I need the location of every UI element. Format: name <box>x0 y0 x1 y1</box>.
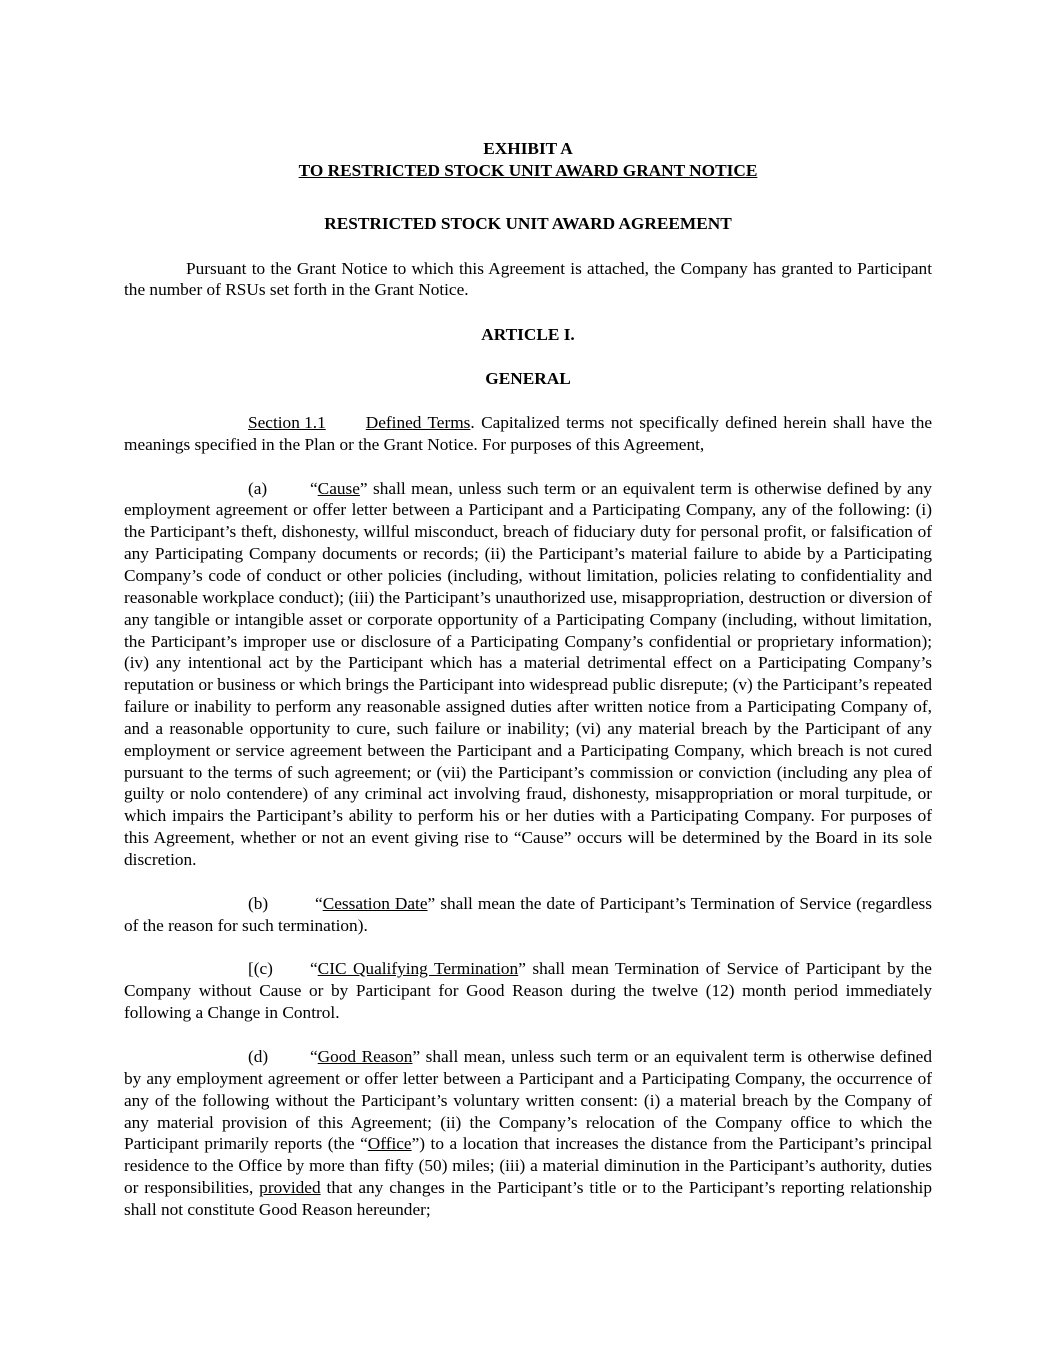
defined-term-cic-qualifying-termination: CIC Qualifying Termination <box>317 959 519 979</box>
article-number: ARTICLE I. <box>481 325 575 345</box>
open-quote: “ <box>310 893 323 913</box>
section-number: Section 1.1 <box>248 412 326 432</box>
definition-cessation-date <box>124 893 932 937</box>
definition-label: (a) <box>248 478 268 498</box>
agreement-title: RESTRICTED STOCK UNIT AWARD AGREEMENT <box>324 213 732 233</box>
definition-text: ” shall mean, unless such term or an equivalent term is otherwise defined by any employment agreement or offer letter between a Participant and a Participating Company, any of the following: (i) the Participant’s theft, dishonesty, willful misconduct, breach of fiduciary duty for personal profit, or falsification of any Participating Company documents or records; (ii) the Participant’s material failure to abide by a Participating Company’s code of conduct or other policies (including, without limitation, policies relating to confidentiality and reasonable workplace conduct); (iii) the Participant’s unauthorized use, misappropriation, destruction or diversion of any tangible or intangible asset or corporate opportunity of a Participating Company (including, without limitation, the Participant’s improper use or disclosure of a Participating Company’s confidential or proprietary information); (iv) any intentional act by the Participant which has a material detrimental effect on a Participating Company’s reputation or business or which brings the Participant into widespread public disrepute; (v) the Participant’s repeated failure or inability to perform any reasonable assigned duties after written notice from a Participating Company of, and a reasonable opportunity to cure, such failure or inability; (vi) any material breach by the Participant of any employment or service agreement between the Participant and a Participating Company, which breach is not cured pursuant to the terms of such agreement; or (vii) the Participant’s commission or conviction (including any plea of guilty or nolo contendere) of any criminal act involving fraud, dishonesty, misappropriation or moral turpitude, or which impairs the Participant’s ability to perform his or her duties with a Participating Company. For purposes of this Agreement, whether or not an event giving rise to “Cause” occurs will be determined by the Board in its sole discretion. <box>124 478 932 869</box>
definition-text: ” shall mean Termination of Service of Participant by the Company without Cause or by Participant for Good Reason during the twelve (12) month period immediately following a Change in Control. <box>124 959 932 1023</box>
exhibit-title: EXHIBIT A <box>483 139 573 158</box>
defined-term-office: Office <box>367 1134 412 1154</box>
definition-label: (d) <box>248 1047 269 1066</box>
definition-label: [(c) <box>248 959 273 979</box>
definition-text-part-1: ” shall mean, unless such term or an equivalent term is otherwise defined by any employment agreement or offer letter between a Participant and a Participating Company, the occurrence of any of the following without the Participant’s voluntary written consent: (i) a material breach by the Company of any material provision of this Agreement; (ii) the Company’s relocation of the Company office to which the Participant primarily reports (the “ <box>124 1047 932 1154</box>
document-page <box>124 138 932 1221</box>
definition-text-part-2: ”) to a location that increases the distance from the Participant’s principal residence to the Office by more than fifty (50) miles; (iii) a material diminution in the Participant’s authority, duties or responsibilities, <box>124 1134 933 1198</box>
intro-paragraph: Pursuant to the Grant Notice to which this Agreement is attached, the Company has granted to Participant the number of RSUs set forth in the Grant Notice. <box>124 258 932 300</box>
definition-cic-qualifying-termination <box>124 958 932 1024</box>
open-quote: “ <box>310 959 318 979</box>
definition-cause <box>124 478 932 871</box>
defined-term-cessation-date: Cessation Date <box>322 893 428 913</box>
defined-term-cause: Cause <box>317 478 360 498</box>
section-heading: Defined Terms <box>365 412 471 432</box>
section-text: . Capitalized terms not specifically defined herein shall have the meanings specified in the Plan or the Grant Notice. For purposes of this Agreement, <box>124 412 933 454</box>
open-quote: “ <box>310 478 318 498</box>
definition-text: ” shall mean the date of Participant’s Termination of Service (regardless of the reason for such termination). <box>124 893 932 935</box>
definition-good-reason <box>124 1046 932 1221</box>
definition-text-part-3: that any changes in the Participant’s title or to the Participant’s reporting relationship shall not constitute Good Reason hereunder; <box>124 1178 932 1219</box>
exhibit-subtitle: TO RESTRICTED STOCK UNIT AWARD GRANT NOTICE <box>298 160 758 180</box>
definition-label: (b) <box>248 893 269 913</box>
article-title: GENERAL <box>485 369 571 389</box>
open-quote: “ <box>310 1047 318 1066</box>
provided-term: provided <box>259 1178 321 1198</box>
defined-term-good-reason: Good Reason <box>317 1047 413 1066</box>
section-1-1-paragraph <box>124 412 932 456</box>
